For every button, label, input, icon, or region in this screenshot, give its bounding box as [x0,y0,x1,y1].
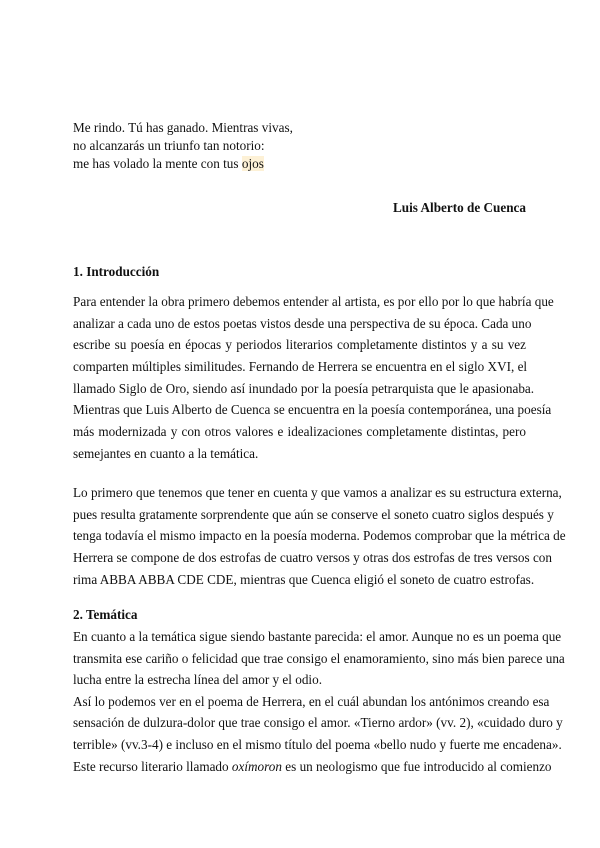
section-heading-tematica: 2. Temática [73,607,138,622]
paragraph-line: terrible» (vv.3-4) e incluso en el mismo título del poema «bello nudo y fuerte me encadena». [73,736,562,752]
italic-term: oxímoron [231,758,282,774]
paragraph [73,482,566,590]
paragraph-line: transmita ese cariño o felicidad que trae consigo el enamoramiento, sino más bien parece una [73,650,565,666]
paragraph [73,626,565,691]
poem-line [73,155,526,173]
paragraph-line: llamado Siglo de Oro, siendo así inundado por la poesía petrarquista que le apasionaba. [73,380,535,396]
poem-line: Me rindo. Tú has ganado. Mientras vivas, [73,120,293,135]
text: Este recurso literario llamado [73,758,232,774]
paragraph-line: En cuanto a la temática sigue siendo bastante parecida: el amor. Aunque no es un poema que [73,629,562,644]
paragraph-line: analizar a cada uno de estos poetas vistos desde una perspectiva de su época. Cada uno [73,315,532,331]
poem-line-text: me has volado la mente con tus [73,156,239,171]
highlighted-word: ojos [241,156,264,171]
paragraph-line: Mientras que Luis Alberto de Cuenca se encuentra en la poesía contemporánea, una poesía [73,402,552,418]
paragraph-line: lucha entre la estrecha línea del amor y el odio. [73,672,322,688]
paragraph-line: Así lo podemos ver en el poema de Herrera, en el cuál abundan los antónimos creando esa [73,693,550,709]
paragraph-line: más modernizada y con otros valores e idealizaciones completamente distintas, pero [73,424,526,440]
paragraph-line: sensación de dulzura-dolor que trae consigo el amor. «Tierno ardor» (vv. 2), «cuidado duro y [73,715,563,731]
paragraph-line [73,756,552,778]
paragraph [73,691,563,756]
poem-author: Luis Alberto de Cuenca [393,200,526,215]
paragraph-line: Herrera se compone de dos estrofas de cuatro versos y otras dos estrofas de tres versos con [73,550,552,566]
paragraph-line: pues resulta gratamente sorprendente que aún se conserve el soneto cuatro siglos después y [73,506,554,522]
paragraph-line: Para entender la obra primero debemos entender al artista, es por ello por lo que habría que [73,294,554,309]
section2-body [73,626,565,777]
epigraph-poem [73,119,526,173]
poem-line: no alcanzarás un triunfo tan notorio: [73,138,265,153]
paragraph [73,291,554,465]
section-heading-introduccion: 1. Introducción [73,264,160,279]
paragraph-line: escribe su poesía en épocas y periodos literarios completamente distintos y a su vez [73,337,526,353]
paragraph-line: Lo primero que tenemos que tener en cuenta y que vamos a analizar es su estructura externa, [73,485,562,500]
paragraph-line: comparten múltiples similitudes. Fernando de Herrera se encuentra en el siglo XVI, el [73,359,528,375]
paragraph-line: rima ABBA ABBA CDE CDE, mientras que Cuenca eligió el soneto de cuatro estrofas. [73,571,535,587]
paragraph-line: semejantes en cuanto a la temática. [73,445,259,461]
text: es un neologismo que fue introducido al comienzo [281,758,552,774]
paragraph-line: tenga todavía el mismo impacto en la poesía moderna. Podemos comprobar que la métrica de [73,528,566,544]
